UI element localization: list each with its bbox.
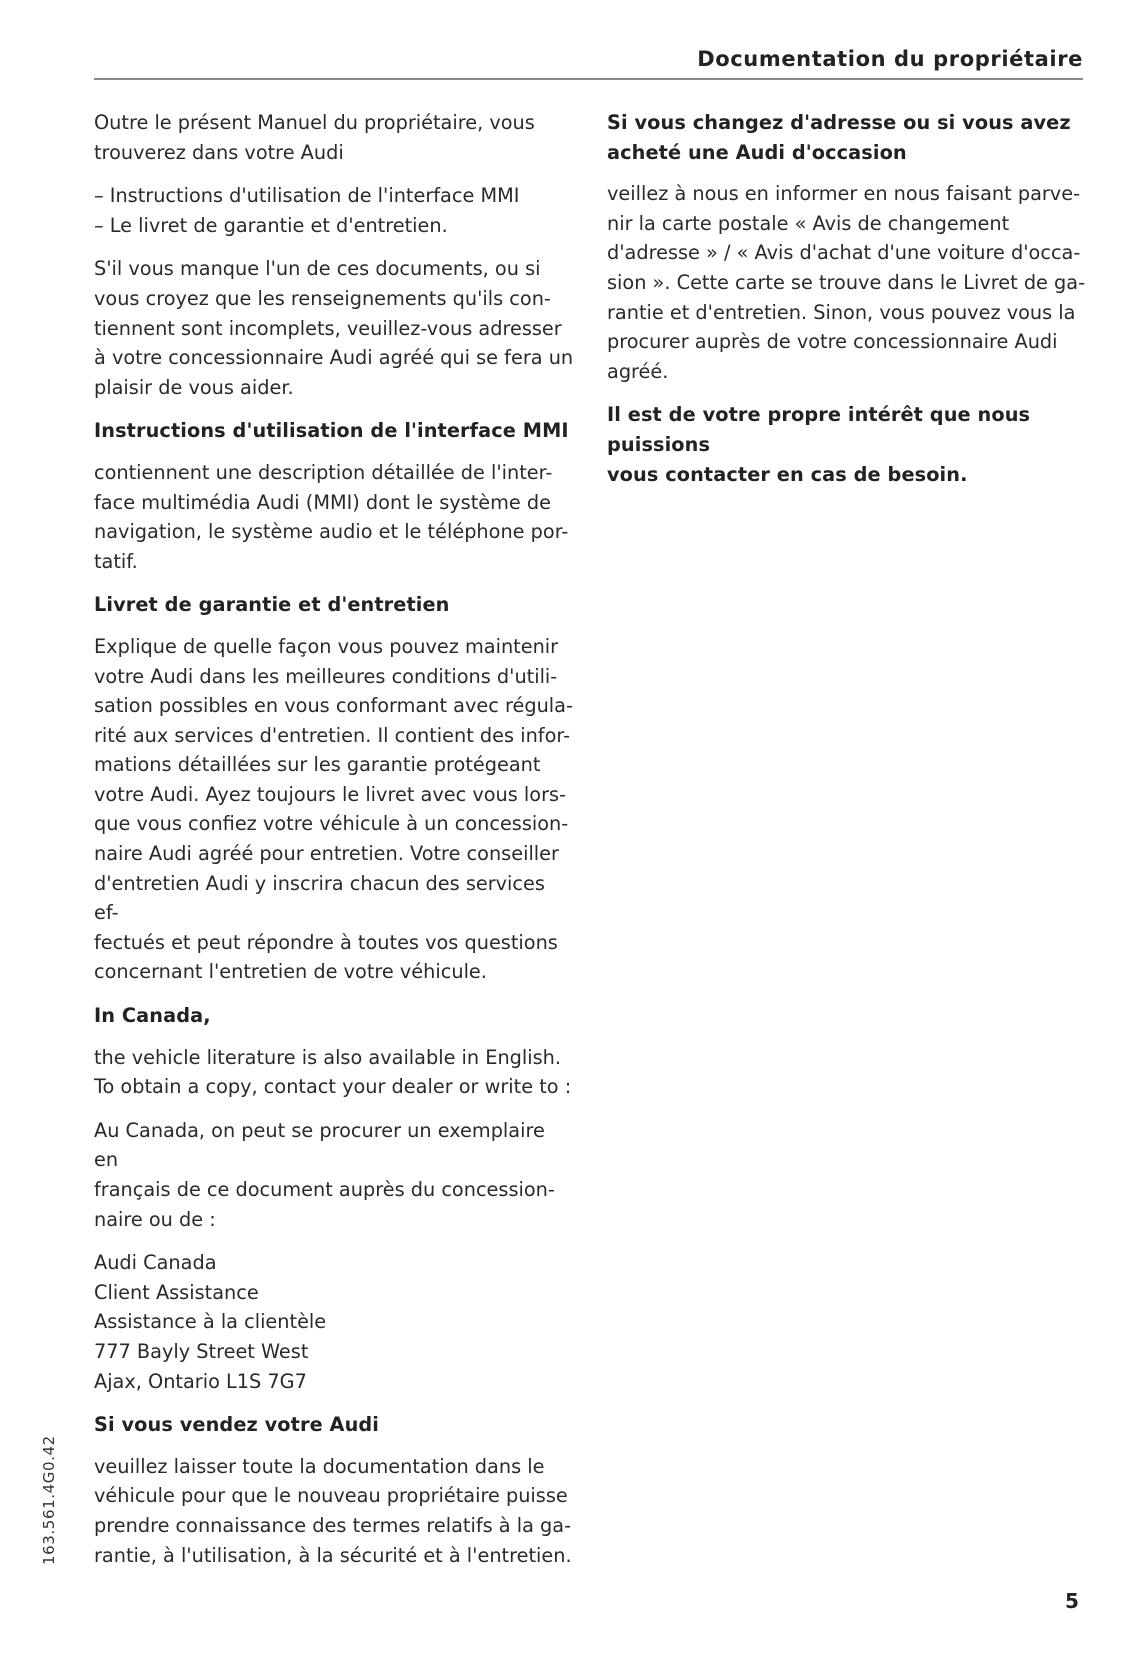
missing-documents-paragraph xyxy=(94,254,574,402)
address-change-paragraph xyxy=(607,179,1087,386)
text-line: sion ». Cette carte se trouve dans le Livret de ga- xyxy=(607,270,1086,294)
text-line: agréé. xyxy=(607,359,669,383)
running-header-title: Documentation du propriétaire xyxy=(697,47,1083,71)
text-line: rantie et d'entretien. Sinon, vous pouvez vous la xyxy=(607,300,1076,324)
text-line: Outre le présent Manuel du propriétaire, vous xyxy=(94,111,535,134)
warranty-heading: Livret de garantie et d'entretien xyxy=(94,593,450,617)
text-line: contiennent une description détaillée de l'inter- xyxy=(94,460,553,484)
list-item: – Instructions d'utilisation de l'interface MMI xyxy=(94,184,520,208)
right-column xyxy=(607,108,1087,489)
postal-address xyxy=(94,1248,574,1396)
left-column xyxy=(94,108,574,1570)
intro-paragraph xyxy=(94,108,574,167)
text-line: à votre concessionnaire Audi agréé qui se fera un xyxy=(94,346,574,370)
text-line: veuillez laisser toute la documentation dans le xyxy=(94,1454,545,1478)
interest-note xyxy=(607,400,1087,489)
address-line: Client Assistance xyxy=(94,1280,259,1304)
page-number: 5 xyxy=(1065,1589,1079,1613)
text-line: To obtain a copy, contact your dealer or write to : xyxy=(94,1075,572,1099)
sell-heading: Si vous vendez votre Audi xyxy=(94,1413,380,1437)
text-line: tiennent sont incomplets, veuillez-vous adresser xyxy=(94,316,562,340)
list-item: – Le livret de garantie et d'entretien. xyxy=(94,213,448,237)
text-line: rité aux services d'entretien. Il contient des infor- xyxy=(94,723,571,747)
text-line: d'entretien Audi y inscrira chacun des services ef- xyxy=(94,871,545,925)
text-line: Il est de votre propre intérêt que nous puissions xyxy=(607,403,1031,456)
text-line: votre Audi dans les meilleures conditions d'utili- xyxy=(94,664,558,688)
documents-list xyxy=(94,181,574,240)
text-line: naire Audi agréé pour entretien. Votre conseiller xyxy=(94,842,559,866)
canada-english-paragraph xyxy=(94,1043,574,1102)
mmi-heading: Instructions d'utilisation de l'interface MMI xyxy=(94,419,569,443)
text-line: face multimédia Audi (MMI) dont le système de xyxy=(94,490,552,514)
text-line: the vehicle literature is also available in English. xyxy=(94,1045,562,1069)
sell-paragraph xyxy=(94,1452,574,1570)
text-line: vous croyez que les renseignements qu'ils con- xyxy=(94,286,551,310)
text-line: votre Audi. Ayez toujours le livret avec vous lors- xyxy=(94,782,567,806)
heading-line: Si vous changez d'adresse ou si vous avez xyxy=(607,111,1071,134)
text-line: fectués et peut répondre à toutes vos questions xyxy=(94,930,558,954)
address-line: Audi Canada xyxy=(94,1251,217,1275)
text-line: véhicule pour que le nouveau propriétaire puisse xyxy=(94,1484,568,1508)
text-line: sation possibles en vous conformant avec régula- xyxy=(94,694,573,718)
text-line: nir la carte postale « Avis de changement xyxy=(607,211,1010,235)
text-line: concernant l'entretien de votre véhicule. xyxy=(94,960,487,984)
text-line: naire ou de : xyxy=(94,1207,216,1231)
text-line: procurer auprès de votre concessionnaire Audi xyxy=(607,330,1058,354)
text-line: navigation, le système audio et le téléphone por- xyxy=(94,520,569,544)
text-line: Explique de quelle façon vous pouvez maintenir xyxy=(94,634,559,658)
text-line: prendre connaissance des termes relatifs à la ga- xyxy=(94,1513,572,1537)
address-line: Assistance à la clientèle xyxy=(94,1310,327,1334)
warranty-paragraph xyxy=(94,632,574,987)
text-line: trouverez dans votre Audi xyxy=(94,140,344,164)
text-line: Au Canada, on peut se procurer un exemplaire en xyxy=(94,1118,545,1172)
address-change-heading xyxy=(607,108,1087,167)
mmi-paragraph xyxy=(94,458,574,576)
document-code: 163.561.4G0.42 xyxy=(40,1435,58,1565)
text-line: d'adresse » / « Avis d'achat d'une voiture d'occa- xyxy=(607,241,1081,265)
heading-line: acheté une Audi d'occasion xyxy=(607,140,907,164)
text-line: vous contacter en cas de besoin. xyxy=(607,462,968,486)
text-line: français de ce document auprès du concession- xyxy=(94,1178,555,1201)
text-line: tatif. xyxy=(94,549,138,573)
text-line: veillez à nous en informer en nous faisant parve- xyxy=(607,182,1081,206)
address-line: 777 Bayly Street West xyxy=(94,1339,309,1363)
canada-heading: In Canada, xyxy=(94,1004,211,1028)
text-line: S'il vous manque l'un de ces documents, ou si xyxy=(94,257,541,281)
text-line: que vous confiez votre véhicule à un concession- xyxy=(94,812,569,836)
text-line: plaisir de vous aider. xyxy=(94,375,294,399)
text-line: mations détaillées sur les garantie protégeant xyxy=(94,753,541,777)
header-divider xyxy=(94,78,1083,80)
text-line: rantie, à l'utilisation, à la sécurité et à l'entretien. xyxy=(94,1543,572,1567)
address-line: Ajax, Ontario L1S 7G7 xyxy=(94,1369,307,1393)
canada-french-paragraph xyxy=(94,1116,574,1234)
